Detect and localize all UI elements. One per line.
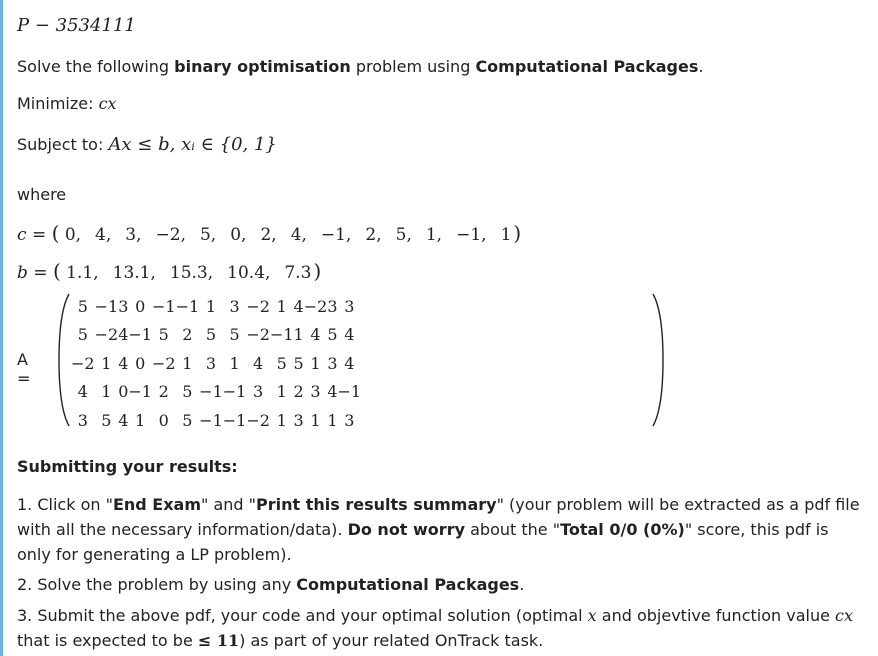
c-vector-label: c bbox=[17, 225, 27, 245]
matrix-cell: −2 bbox=[94, 325, 119, 345]
matrix-cell: −2 bbox=[71, 353, 95, 373]
matrix-cell: 1 bbox=[327, 410, 338, 430]
matrix-cell: 5 bbox=[229, 325, 240, 345]
matrix-cell: 1 bbox=[101, 353, 112, 373]
matrix-cell: 4 bbox=[253, 353, 264, 373]
matrix-cell: −1 bbox=[269, 325, 294, 345]
intro-middle: problem using bbox=[350, 57, 476, 76]
step-3-part-a: 3. Submit the above pdf, your code and your optimal solution (optimal bbox=[17, 606, 588, 625]
minimize-label: Minimize: bbox=[17, 94, 99, 113]
matrix-cell: 4 bbox=[344, 353, 355, 373]
matrix-cell: 2 bbox=[293, 382, 304, 402]
matrix-cell: −1 bbox=[128, 382, 152, 402]
subject-to-expr: Ax ≤ b, xᵢ ∈ {0, 1} bbox=[108, 134, 277, 155]
step-1-print-summary: Print this results summary bbox=[256, 495, 497, 514]
matrix-cell: 4 bbox=[310, 325, 321, 345]
step-3-part-b: and objevtive function value bbox=[596, 606, 836, 625]
matrix-cell: 3 bbox=[293, 410, 304, 430]
submitting-heading-text: Submitting your results: bbox=[17, 457, 238, 476]
matrix-cell: 5 bbox=[327, 325, 338, 345]
step-3-part-d: ) as part of your related OnTrack task. bbox=[239, 631, 544, 650]
step-2-part-c: . bbox=[519, 575, 525, 594]
minimize-expr: cx bbox=[98, 94, 117, 113]
intro-strong-packages: Computational Packages bbox=[475, 57, 699, 76]
matrix-cell: 4 bbox=[118, 353, 129, 373]
matrix-cell: 0 bbox=[135, 353, 146, 373]
c-vector-value: −1, bbox=[456, 225, 487, 245]
step-3-x: x bbox=[587, 606, 597, 625]
matrix-cell: 2 bbox=[158, 382, 169, 402]
c-vector-values bbox=[65, 225, 526, 245]
c-vector-value: −1, bbox=[320, 225, 352, 245]
step-1-part-c: " and " bbox=[201, 495, 256, 514]
where-label: where bbox=[17, 185, 67, 204]
matrix-cell: 4 bbox=[293, 296, 304, 316]
matrix-cell: 3 bbox=[253, 382, 264, 402]
matrix-cell: 5 bbox=[158, 325, 169, 345]
step-3-bound: ≤ 11 bbox=[197, 631, 240, 650]
matrix-cell: 1 bbox=[205, 296, 217, 316]
matrix-cell: 3 bbox=[344, 296, 355, 316]
matrix-cell: −2 bbox=[151, 353, 176, 373]
step-2 bbox=[17, 572, 862, 597]
c-vector-value: 2, bbox=[365, 225, 382, 245]
problem-id: P − 3534111 bbox=[17, 15, 136, 36]
matrix-cell: −1 bbox=[199, 410, 223, 430]
matrix-cell: 5 bbox=[205, 325, 217, 345]
matrix-cell: 5 bbox=[77, 325, 88, 345]
c-vector-value: 4, bbox=[290, 225, 307, 245]
matrix-cell: 4 bbox=[118, 410, 129, 430]
matrix-cell: 3 bbox=[344, 410, 355, 430]
matrix-cell: 0 bbox=[135, 296, 146, 316]
matrix-cell: 3 bbox=[327, 296, 338, 316]
b-vector-value: 15.3, bbox=[169, 263, 214, 283]
matrix-cell: 5 bbox=[182, 382, 193, 402]
matrix-cell: −1 bbox=[337, 382, 362, 402]
step-1-total-score: Total 0/0 (0%) bbox=[560, 520, 685, 539]
b-vector-value: 10.4, bbox=[227, 263, 271, 283]
matrix-cell: 4 bbox=[118, 325, 129, 345]
matrix-cell: 1 bbox=[293, 325, 304, 345]
c-vector-value: 1 bbox=[500, 225, 512, 245]
matrix-cell: 3 bbox=[205, 353, 217, 373]
matrix-cell: 1 bbox=[135, 410, 146, 430]
matrix-cell: 0 bbox=[118, 382, 129, 402]
matrix-cell: 5 bbox=[276, 353, 287, 373]
b-vector-values bbox=[66, 263, 325, 283]
matrix-cell: 4 bbox=[327, 382, 338, 402]
c-vector: c = ( 0, 4, 3, −2, 5, 0, 2, 4, −1, 2, 5, 1, −1, 1 ) bbox=[17, 221, 521, 245]
left-paren-icon bbox=[57, 292, 71, 428]
c-vector-value: 0, bbox=[230, 225, 247, 245]
right-paren-icon bbox=[651, 292, 665, 428]
a-matrix-table bbox=[71, 292, 361, 435]
step-2-packages: Computational Packages bbox=[296, 575, 520, 594]
step-3 bbox=[17, 603, 862, 653]
matrix-cell: 1 bbox=[276, 382, 287, 402]
step-2-part-a: 2. Solve the problem by using any bbox=[17, 575, 297, 594]
c-vector-value: 0, bbox=[64, 225, 82, 245]
matrix-cell: 1 bbox=[276, 296, 287, 316]
matrix-cell: 5 bbox=[182, 410, 193, 430]
c-vector-value: 5, bbox=[395, 225, 412, 245]
c-vector-value: −2, bbox=[155, 225, 186, 245]
matrix-cell: −1 bbox=[94, 296, 119, 316]
matrix-cell: −1 bbox=[128, 325, 152, 345]
step-1 bbox=[17, 492, 862, 567]
subject-to-label: Subject to: bbox=[17, 135, 109, 154]
b-vector-label: b bbox=[17, 263, 28, 283]
b-vector-value: 1.1, bbox=[66, 263, 99, 283]
matrix-cell: 4 bbox=[77, 382, 88, 402]
matrix-cell: 4 bbox=[344, 325, 355, 345]
matrix-cell: 0 bbox=[158, 410, 169, 430]
matrix-cell: 1 bbox=[310, 410, 321, 430]
matrix-cell: −2 bbox=[246, 325, 270, 345]
matrix-cell: −1 bbox=[199, 382, 223, 402]
step-1-part-e: " (your problem will be extracted as a pdf file with all the necessary information/data). bbox=[17, 495, 860, 539]
matrix-row bbox=[71, 321, 361, 350]
b-vector-value: 7.3 bbox=[284, 263, 312, 283]
c-vector-value: 5, bbox=[199, 225, 217, 245]
matrix-cell: −1 bbox=[222, 410, 247, 430]
intro-suffix: . bbox=[698, 57, 704, 76]
intro-strong-binary: binary optimisation bbox=[174, 57, 351, 76]
step-1-do-not-worry: Do not worry bbox=[347, 520, 466, 539]
c-vector-value: 4, bbox=[95, 225, 112, 245]
subject-to-line bbox=[17, 134, 277, 155]
b-vector: b = ( 1.1, 13.1, 15.3, 10.4, 7.3 ) bbox=[17, 259, 321, 283]
step-3-part-c: that is expected to be bbox=[17, 631, 198, 650]
intro-prefix: Solve the following bbox=[17, 57, 175, 76]
matrix-cell: −2 bbox=[246, 410, 270, 430]
matrix-row bbox=[71, 406, 361, 435]
matrix-cell: 1 bbox=[182, 353, 193, 373]
matrix-cell: 1 bbox=[310, 353, 321, 373]
step-1-end-exam: End Exam bbox=[112, 495, 201, 514]
matrix-cell: −2 bbox=[246, 296, 270, 316]
matrix-cell: 3 bbox=[229, 296, 240, 316]
step-3-cx: cx bbox=[835, 606, 853, 625]
submitting-heading bbox=[17, 457, 238, 476]
matrix-cell: −2 bbox=[303, 296, 328, 316]
matrix-cell: 1 bbox=[229, 353, 240, 373]
matrix-cell: 1 bbox=[101, 382, 112, 402]
matrix-row bbox=[71, 349, 361, 378]
step-1-part-g: about the " bbox=[465, 520, 561, 539]
minimize-line bbox=[17, 94, 117, 113]
matrix-cell: −1 bbox=[175, 296, 200, 316]
matrix-cell: 5 bbox=[101, 410, 112, 430]
matrix-cell: −1 bbox=[151, 296, 176, 316]
matrix-cell: 3 bbox=[310, 382, 321, 402]
a-matrix-label: A = bbox=[17, 350, 31, 388]
b-vector-value: 13.1, bbox=[112, 263, 156, 283]
c-vector-value: 2, bbox=[260, 225, 277, 245]
matrix-cell: 3 bbox=[77, 410, 88, 430]
matrix-cell: 3 bbox=[327, 353, 338, 373]
matrix-row bbox=[71, 378, 361, 407]
c-vector-value: 1, bbox=[425, 225, 443, 245]
matrix-cell: 5 bbox=[293, 353, 304, 373]
matrix-cell: 1 bbox=[276, 410, 287, 430]
step-1-part-a: 1. Click on " bbox=[17, 495, 113, 514]
matrix-cell: −1 bbox=[222, 382, 247, 402]
left-accent-bar bbox=[0, 0, 3, 656]
c-vector-value: 3, bbox=[125, 225, 142, 245]
matrix-row bbox=[71, 292, 361, 321]
matrix-cell: 3 bbox=[118, 296, 129, 316]
matrix-cell: 2 bbox=[182, 325, 193, 345]
step-1-part-i: " score, this pdf is only for generating a LP problem). bbox=[17, 520, 829, 564]
intro-text bbox=[17, 57, 703, 76]
matrix-cell: 5 bbox=[77, 296, 88, 316]
